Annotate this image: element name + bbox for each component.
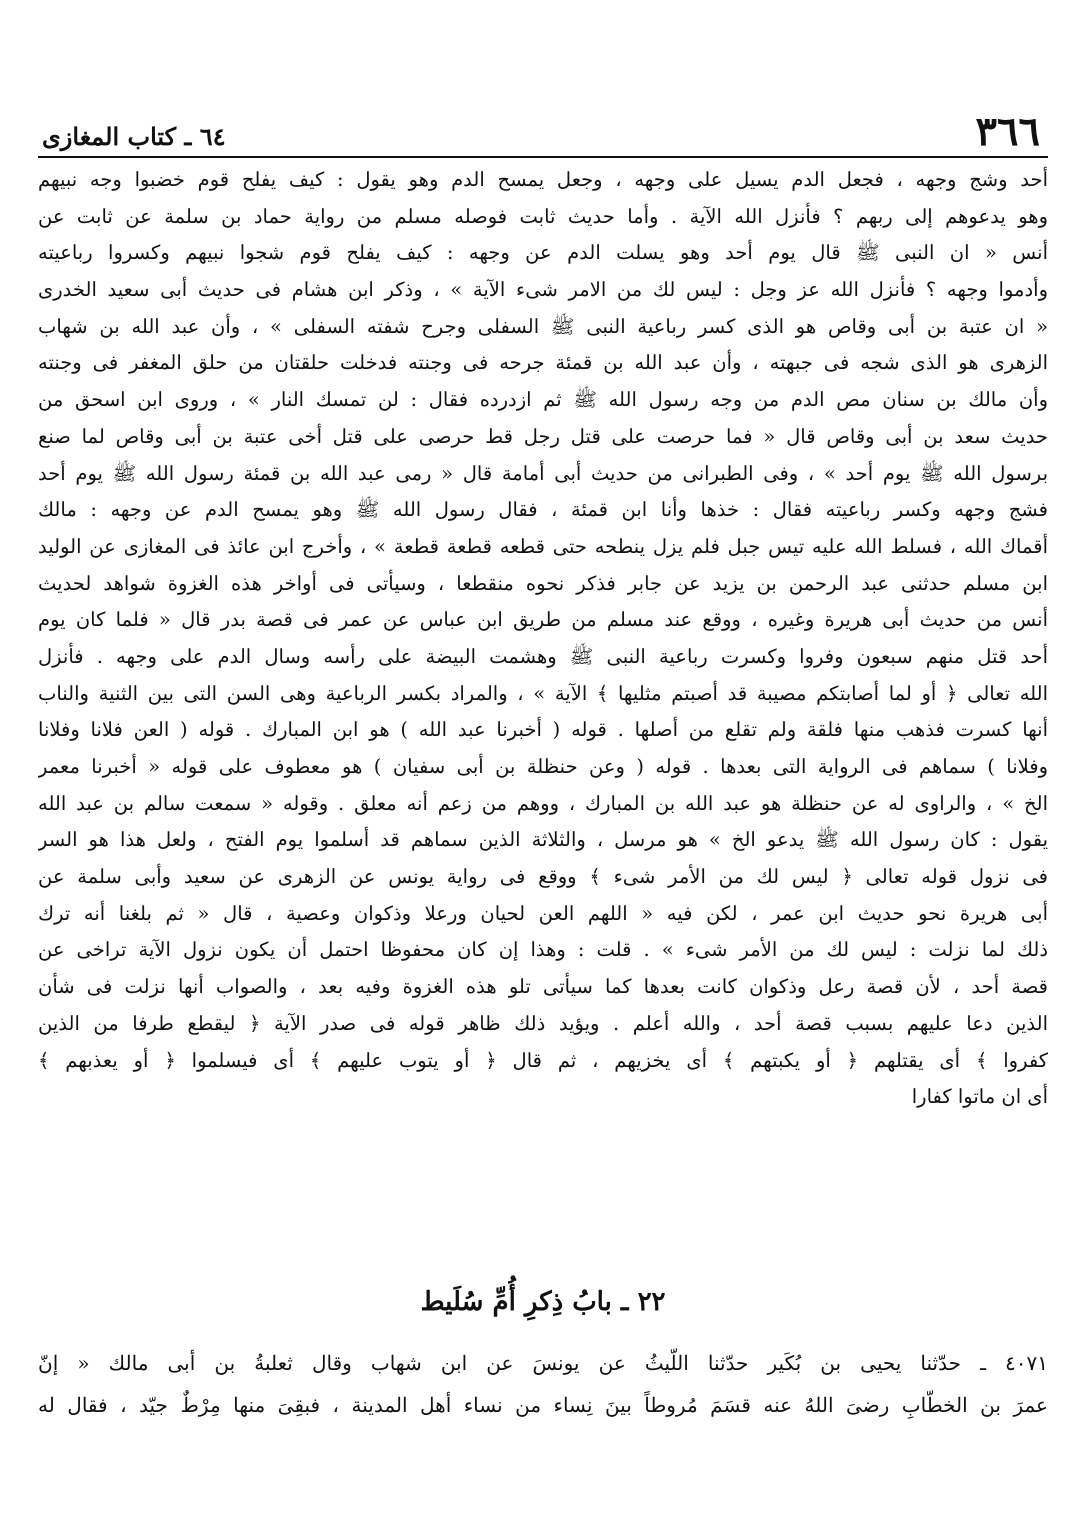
text-line: أحد وشج وجهه ، فجعل الدم يسيل على وجهه ، وجعل يمسح الدم وهو يقول : كيف يفلح قوم خضبوا وجه نبيهم	[38, 168, 1048, 191]
text-line: الخ » ، والراوى له عن حنظلة هو عبد الله بن المبارك ، ووهم من زعم أنه معلق . وقوله « سمعت سالم بن عبد الله	[38, 791, 1048, 815]
text-line: أنس من حديث أبى هريرة وغيره ، ووقع عند مسلم من طريق ابن عباس عن عمر فى قصة بدر قال « فلما كان يوم	[38, 608, 1048, 632]
text-line: « ان عتبة بن أبى وقاص هو الذى كسر رباعية النبى ﷺ السفلى وجرح شفته السفلى » ، وأن عبد الله بن شهاب	[38, 314, 1048, 338]
text-line: أحد قتل منهم سبعون وفروا وكسرت رباعية النبى ﷺ وهشمت البيضة على رأسه وسال الدم على وجهه . فأنزل	[38, 644, 1048, 668]
text-line: أنس « ان النبى ﷺ قال يوم أحد وهو يسلت الدم عن وجهه : كيف يفلح قوم شجوا نبيهم وكسروا رباعيته	[38, 241, 1048, 265]
text-line: كفروا ﴾ أى يقتلهم ﴿ أو يكبتهم ﴾ أى يخزيهم ، ثم قال ﴿ أو يتوب عليهم ﴾ أى فيسلموا ﴿ أو يعذبهم ﴾	[38, 1048, 1048, 1072]
text-line: وأن مالك بن سنان مص الدم من وجه رسول الله ﷺ ثم ازدرده فقال : لن تمسك النار » ، وروى ابن اسحق من	[38, 388, 1048, 412]
text-line: الذين دعا عليهم بسبب قصة أحد ، والله أعلم . ويؤيد ذلك ظاهر قوله فى صدر الآية ﴿ ليقطع طرفا من الذين	[38, 1011, 1048, 1035]
text-line: أقماك الله ، فسلط الله عليه تيس جبل فلم يزل ينطحه حتى قطعه قطعة قطعة » ، وأخرج ابن عائذ فى المغازى عن الوليد	[38, 534, 1048, 558]
text-line: وأدموا وجهه ؟ فأنزل الله عز وجل : ليس لك من الامر شىء الآية » ، وذكر ابن هشام فى حديث أبى سعيد الخدرى	[38, 278, 1048, 302]
page-header	[38, 108, 1048, 158]
text-line: الله تعالى ﴿ أو لما أصابتكم مصيبة قد أصبتم مثليها ﴾ الآية » ، والمراد بكسر الرباعية وهى السن التى بين الثنية والناب	[38, 681, 1048, 705]
commentary-text	[38, 162, 1048, 1116]
text-line: وفلانا ) سماهم فى الرواية التى بعدها . قوله ( وعن حنظلة بن أبى سفيان ) هو معطوف على قوله « أخبرنا معمر	[38, 755, 1048, 778]
text-line: وهو يدعوهم إلى ربهم ؟ فأنزل الله الآية . وأما حديث ثابت فوصله مسلم من رواية حماد بن سلمة عن ثابت عن	[38, 204, 1048, 228]
text-line: أبى هريرة نحو حديث ابن عمر ، لكن فيه « اللهم العن لحيان ورعلا وذكوان وعصية ، قال « ثم بلغنا أنه ترك	[38, 901, 1048, 925]
text-line: يقول : كان رسول الله ﷺ يدعو الخ » هو مرسل ، والثلاثة الذين سماهم قد أسلموا يوم الفتح ، ولعل هذا هو السر	[38, 828, 1048, 852]
text-line: ابن مسلم حدثنى عبد الرحمن بن يزيد عن جابر فذكر نحوه منقطعا ، وسيأتى فى أواخر هذه الغزوة شواهد لحديث	[38, 571, 1048, 595]
hadith-text	[38, 1342, 1048, 1426]
hadith-line: ٤٠٧١ ـ حدّثنا يحيى بن بُكَير حدّثنا اللّيثُ عن يونسَ عن ابن شهاب وقال ثعلبةُ بن أبى مالك « إنّ	[38, 1351, 1048, 1375]
text-line: قصة أحد ، لأن قصة رعل وذكوان كانت بعدها كما سيأتى تلو هذه الغزوة وفيه بعد ، والصواب أنها نزلت فى شأن	[38, 975, 1048, 999]
text-line: أى ان ماتوا كفارا	[911, 1085, 1048, 1109]
text-line: ذلك لما نزلت : ليس لك من الأمر شىء » . قلت : وهذا إن كان محفوظا احتمل أن يكون نزول الآية تراخى عن	[38, 938, 1048, 962]
running-title: ٦٤ ـ كتاب المغازى	[42, 122, 226, 151]
book-page	[38, 108, 1048, 1512]
hadith-line: عمرَ بن الخطّابِ رضىَ اللهُ عنه قسَمَ مُروطاً بينَ نِساء من نساء أهل المدينة ، فبقِىَ منها مِرْطٌ جيّد ، فقال له	[38, 1393, 1048, 1417]
text-line: حديث سعد بن أبى وقاص قال « فما حرصت على قتل رجل قط حرصى على قتل أخى عتبة بن أبى وقاص لما صنع	[38, 424, 1048, 448]
page-number: ٣٦٦	[975, 108, 1040, 155]
text-line: فشج وجهه وكسر رباعيته فقال : خذها وأنا ابن قمئة ، فقال رسول الله ﷺ وهو يمسح الدم عن وجهه : مالك	[38, 498, 1048, 522]
text-line: الزهرى هو الذى شجه فى جبهته ، وأن عبد الله بن قمئة جرحه فى وجنته فدخلت حلقتان من حلق المغفر فى وجنته	[38, 351, 1048, 375]
text-line: أنها كسرت فذهب منها فلقة ولم تقلع من أصلها . قوله ( أخبرنا عبد الله ) هو ابن المبارك . قوله ( العن فلانا وفلانا	[38, 718, 1048, 742]
chapter-heading: ٢٢ ـ بابُ ذِكرِ أُمِّ سُلَيط	[420, 1287, 666, 1317]
text-line: برسول الله ﷺ يوم أحد » ، وفى الطبرانى من حديث أبى أمامة قال « رمى عبد الله بن قمئة رسول الله ﷺ يوم أحد	[38, 461, 1048, 485]
text-line: فى نزول قوله تعالى ﴿ ليس لك من الأمر شىء ﴾ ووقع فى رواية يونس عن الزهرى عن سعيد وأبى سلمة عن	[38, 865, 1048, 889]
